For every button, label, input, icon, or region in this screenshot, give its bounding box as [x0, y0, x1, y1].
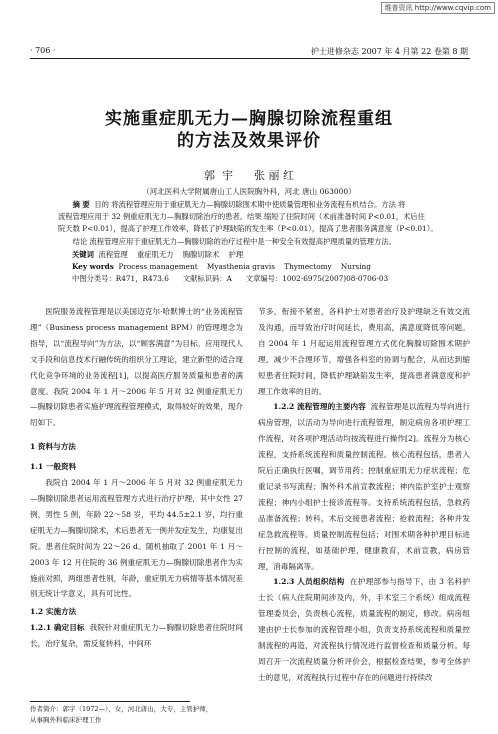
section-1-2-3-text: 在护理部参与指导下，由 3 名科护士长（病人住院期间涉及内，外，手术室三个系统）组成流程管理委员会，负责核心流程，质量流程的制定，修改。病房组建由护士长参加的流程管理小组，负责支持系统流程和质量控制流程的再造，对流程执行情况进行监督检查和质量分析。每周召开一次流程质量分析评价会，根据检查结果，参考全体护士的意见，对流程执行过程中存在的问题进行持续改: [258, 577, 470, 682]
article-title-line-1: 实施重症肌无力—胸腺切除流程重组: [105, 109, 393, 129]
section-1-1-heading: 1.1 一般资料: [30, 462, 77, 472]
journal-header: 护士进修杂志 2007 年 4 月第 22 卷第 8 期: [310, 47, 468, 56]
abstract-line-1: 目的 将流程管理应用于重症肌无力—胸腺切除围术期中使质量管理和业务流程有机结合。方法 将: [94, 200, 406, 209]
article-title-line-2: 的方法及效果评价: [177, 131, 321, 151]
keywords-en-text: Process management Myasthenia gravis Thymectomy Nursing: [118, 262, 371, 271]
watermark-badge: 维普资讯 http://www.cqvip.com: [381, 2, 495, 14]
affiliation: （河北医科大学附属唐山工人医院胸外科，河北 唐山 063000）: [142, 187, 356, 196]
section-1-2-1-text: 我院针对重症肌无力—胸腺切除患者住院时间长，治疗复杂，需反复转科，中间环: [30, 623, 244, 649]
footnote-line-1: 作者简介：郭宇（1972—），女，河北唐山，大专，主管护师，: [30, 705, 213, 713]
left-column: [30, 304, 243, 652]
section-1-2-3-heading: 1.2.3 人员组织结构: [273, 577, 345, 587]
abstract-line-4: 结论 流程管理应用于重症肌无力—胸腺切除的治疗过程中是一种安全有效提高护理质量的管理方法。: [72, 236, 396, 246]
footnote: [30, 704, 250, 726]
keywords-cn-label: 关键词: [72, 250, 94, 259]
abstract-line-2: 流程管理应用于 32 例重症肌无力—胸腺切除治疗的患者。结果 缩短了住院时间（术前准备时间 P<0.01，术后住: [58, 212, 425, 222]
section-1-1-paragraph: 我院自 2004 年 1 月～2006 年 5 月对 32 例重症肌无力—胸腺切除患者运用流程管理方式进行治疗护理，其中女性 27 例，男性 5 例，年龄 22～58 岁，平均 44.5±2.1 岁，均行重症肌无力—胸腺切除术，术后患者无一例并发症发生，均康复出院。患者住院时间为 22～26 d。随机抽取了 2001 年 1 月～2003 年 12 月住院的 36 例重症肌无力—胸腺切除患者作为实施前对照，两组患者性别，年龄，重症肌无力病情等基本情况差别无统计学意义，具有可比性。: [30, 478, 243, 599]
keywords-en-label: Key words: [72, 262, 114, 271]
section-1-2-2-heading: 1.2.2 流程管理的主要内容: [273, 402, 366, 412]
classification-meta: [58, 273, 448, 285]
right-continuation-paragraph: 节多，衔接不紧密，各科护士对患者治疗及护理缺乏有效交流及沟通，而导致治疗时间延长，费用高，满意度降低等问题。自 2004 年 1 月起运用流程管理方式优化胸腺切除围术期护理，减少不合理环节，增强各科室的协调与配合，从而达到缩短患者住院时间，降低护理缺陷发生率，提高患者满意度和护理工作效率的目的。: [258, 307, 470, 396]
classification-text: 中图分类号：R471，R473.6 文献标识码：A 文章编号：1002-6975(2007)08-0706-03: [72, 274, 389, 283]
section-1-heading: 1 资料与方法: [30, 442, 76, 452]
abstract: [58, 199, 440, 248]
section-1-2-heading: 1.2 实施方法: [30, 607, 77, 617]
footnote-rule: [30, 701, 190, 702]
keywords-cn: [58, 249, 448, 261]
authors: 郭 宇 张 丽 红: [204, 169, 294, 182]
keywords-cn-text: 流程管理 重症肌无力 胸腺切除术 护理: [98, 250, 244, 259]
section-1-2-2-text: 流程管理是以流程为导向进行病房管理，以活动为导向进行流程管理，制定病房各项护理工作流程，对各项护理活动均按流程进行操作[2]。流程分为核心流程，支持系统流程和质量控制流程。核心流程包括，患者入院后正确执行医嘱，调节用药；控制重症肌无力症状流程；危重记录书写流程；胸外科术前宣教流程；神内监护室护士观察流程；神内小组护士接诊流程等。支持系统流程包括，急救药品准备流程；转科，术后交接患者流程；抢救流程；各种并发症急救流程等。质量控制流程包括；对围术期各种护理目标进行控制的流程，如基础护理，健康教育，术前宣教，病房管理，消毒隔离等。: [258, 402, 470, 571]
section-1-2-1-heading: 1.2.1 确定目标: [30, 623, 85, 633]
keywords-en: [58, 261, 448, 273]
header-rule: [30, 58, 470, 59]
right-column: [258, 304, 470, 686]
intro-paragraph: 医院服务流程管理是以美国迈克尔·哈默博士的“业务流程管理”（Business process management BPM）的管理理念为指导，以“流程导向”为方法，以“顾客满意”为目标。应用现代人文手段和信息技术行融传统的组织分工理论，建立新型的适合现代化竞争环境的业务流程[1]，以提高医疗服务质量和患者的满意度。我院 2004 年 1 月～2006 年 5 月对 32 例重症肌无力—胸腺切除患者实施护理流程管理模式，取得较好的效果，现介绍如下。: [30, 307, 243, 428]
abstract-line-3: 院天数 P<0.01），提高了护理工作效率，降低了护理缺陷的发生率（P<0.01），提高了患者服务满意度（P<0.01）。: [58, 224, 438, 234]
abstract-label: 摘 要: [72, 200, 90, 209]
page-number: · 706 ·: [30, 46, 56, 55]
footnote-line-2: 从事胸外科临床护理工作: [30, 716, 102, 724]
